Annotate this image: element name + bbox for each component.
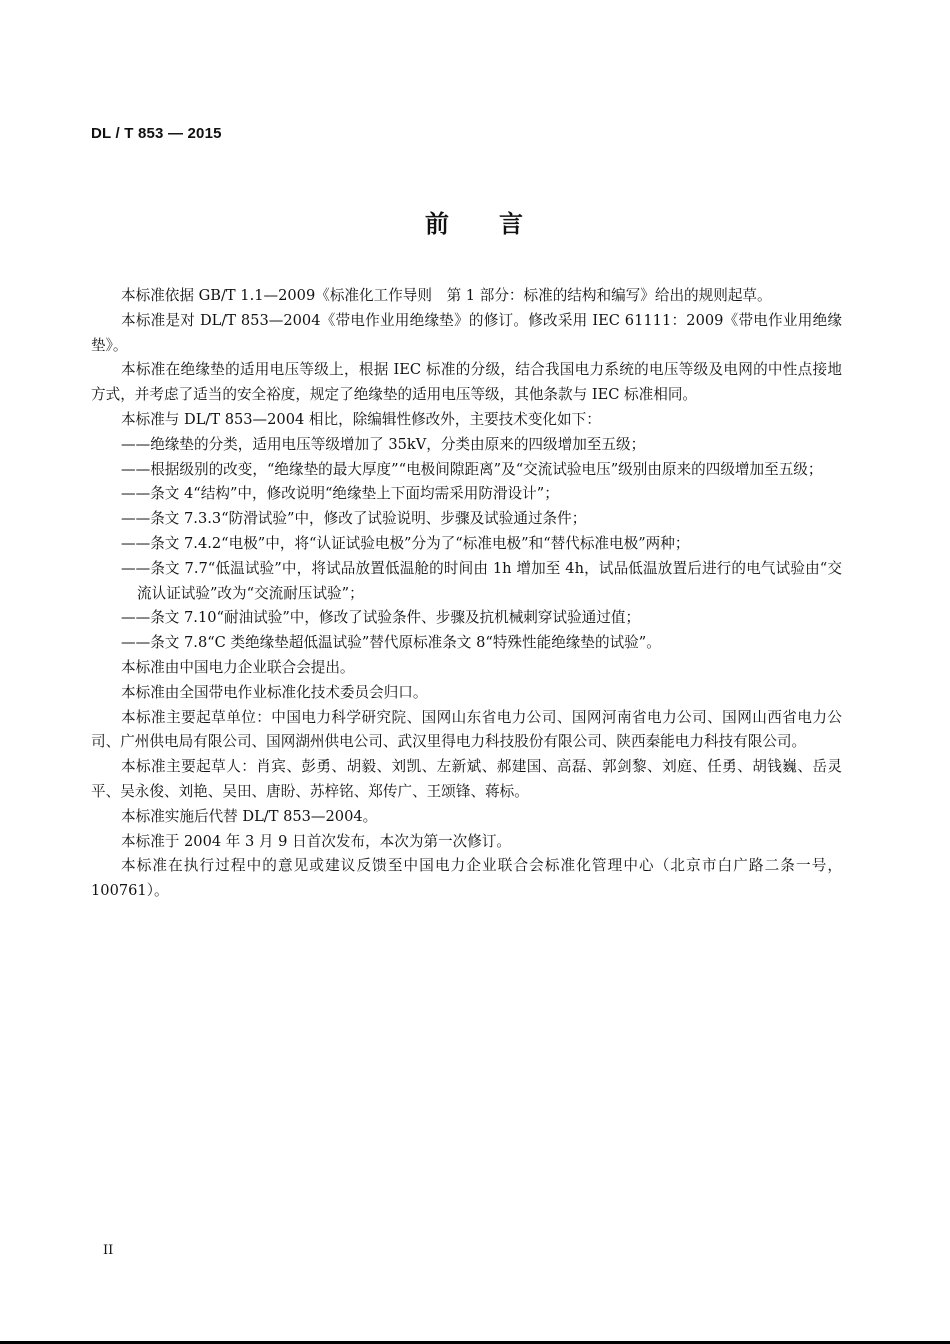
- page-title: [0, 204, 950, 239]
- paragraph: 本标准与 DL/T 853—2004 相比，除编辑性修改外，主要技术变化如下：: [121, 410, 601, 428]
- change-item: ——条文 7.8“C 类绝缘垫超低温试验”替代原标准条文 8“特殊性能绝缘垫的试验”。: [121, 634, 661, 652]
- foreword-body: [91, 284, 842, 904]
- change-item: ——根据级别的改变，“绝缘垫的最大厚度”“电极间隙距离”及“交流试验电压”级别由原来的四级增加至五级；: [121, 460, 823, 478]
- change-item: ——条文 7.4.2“电极”中，将“认证试验电极”分为了“标准电极”和“替代标准电极”两种；: [121, 534, 690, 552]
- paragraph: 本标准在绝缘垫的适用电压等级上，根据 IEC 标准的分级，结合我国电力系统的电压等级及电网的中性点接地方式，并考虑了适当的安全裕度，规定了绝缘垫的适用电压等级，其他条款与 IEC 标准相同。: [91, 361, 842, 404]
- paragraph: 本标准在执行过程中的意见或建议反馈至中国电力企业联合会标准化管理中心（北京市白广路二条一号，100761）。: [91, 857, 842, 900]
- change-item: ——条文 7.10“耐油试验”中，修改了试验条件、步骤及抗机械刺穿试验通过值；: [121, 609, 641, 627]
- document-id: DL / T 853 — 2015: [91, 125, 222, 142]
- page-number: II: [103, 1243, 114, 1258]
- change-item: ——条文 7.7“低温试验”中，将试品放置低温舱的时间由 1h 增加至 4h，试品低温放置后进行的电气试验由“交流认证试验”改为“交流耐压试验”；: [121, 559, 842, 602]
- paragraph: 本标准于 2004 年 3 月 9 日首次发布，本次为第一次修订。: [121, 832, 512, 850]
- paragraph: 本标准由中国电力企业联合会提出。: [121, 658, 355, 676]
- paragraph: 本标准主要起草人：肖宾、彭勇、胡毅、刘凯、左新斌、郝建国、高磊、郭剑黎、刘庭、任勇、胡钱巍、岳灵平、吴永俊、刘艳、吴田、唐盼、苏梓铭、郑传广、王颂锋、蒋标。: [91, 758, 842, 800]
- change-item: ——条文 4“结构”中，修改说明“绝缘垫上下面均需采用防滑设计”；: [121, 485, 559, 503]
- title-char-2: 言: [499, 210, 525, 238]
- title-char-1: 前: [425, 210, 451, 238]
- change-item: ——条文 7.3.3“防滑试验”中，修改了试验说明、步骤及试验通过条件；: [121, 510, 587, 528]
- paragraph: 本标准依据 GB/T 1.1—2009《标准化工作导则 第 1 部分：标准的结构和编写》给出的规则起草。: [121, 287, 772, 304]
- paragraph: 本标准是对 DL/T 853—2004《带电作业用绝缘垫》的修订。修改采用 IEC 61111：2009《带电作业用绝缘垫》。: [91, 311, 842, 354]
- paragraph: 本标准主要起草单位：中国电力科学研究院、国网山东省电力公司、国网河南省电力公司、国网山西省电力公司、广州供电局有限公司、国网湖州供电公司、武汉里得电力科技股份有限公司、陕西秦能电力科技有限公司。: [91, 708, 842, 751]
- change-item: ——绝缘垫的分类，适用电压等级增加了 35kV，分类由原来的四级增加至五级；: [121, 435, 646, 453]
- paragraph: 本标准实施后代替 DL/T 853—2004。: [121, 807, 378, 825]
- paragraph: 本标准由全国带电作业标准化技术委员会归口。: [121, 683, 428, 701]
